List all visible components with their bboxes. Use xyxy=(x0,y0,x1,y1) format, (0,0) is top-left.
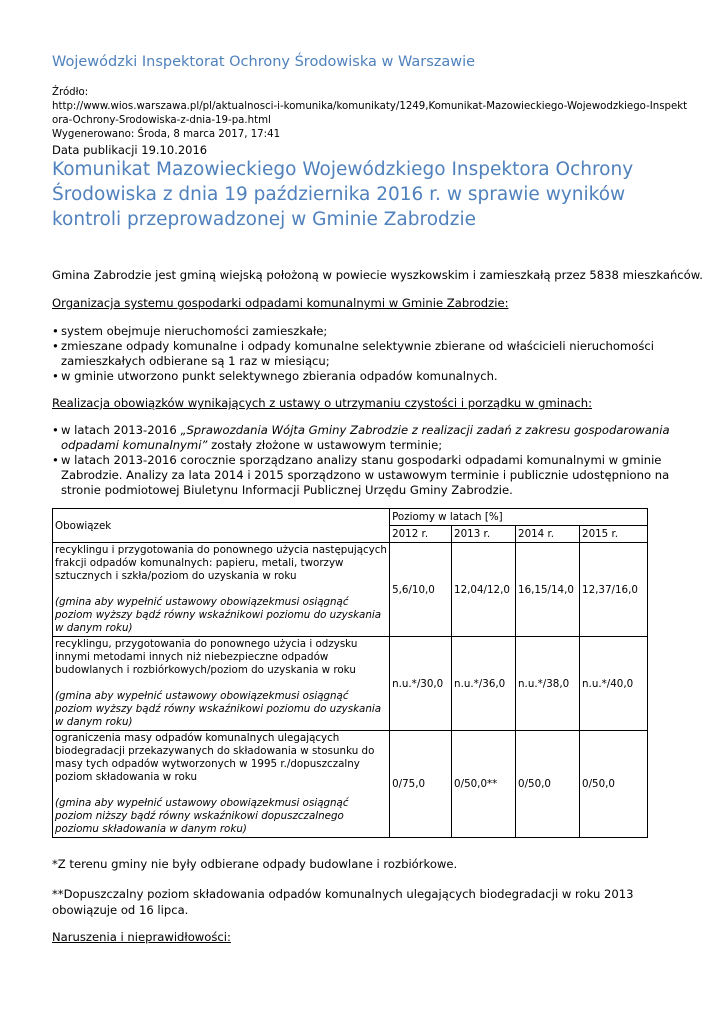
obligation-description: recyklingu i przygotowania do ponownego użycia następujących frakcji odpadów komunalnych: papieru, metali, tworzyw sztucznych i szkła/poziom do uzyskania w roku xyxy=(55,544,387,582)
list-item: • w latach 2013-2016 corocznie sporządzano analizy stanu gospodarki odpadami komunalnymi w gminie Zabrodzie. Analizy za lata 2014 i 2015 sporządzono w ustawowym terminie i publicznie udostępniono na stronie podmiotowej Biuletynu Informacji Publicznej Urzędu Gminy Zabrodzie. xyxy=(52,453,678,498)
column-header-obligation: Obowiązek xyxy=(53,509,390,543)
section-heading-organization: Organizacja systemu gospodarki odpadami komunalnymi w Gminie Zabrodzie: xyxy=(52,296,509,310)
value-cell: 12,04/12,0 xyxy=(452,543,516,637)
column-header-year: 2014 r. xyxy=(516,526,580,543)
value-cell: 5,6/10,0 xyxy=(390,543,452,637)
value-cell: 0/50,0 xyxy=(580,731,648,838)
column-header-levels: Poziomy w latach [%] xyxy=(390,509,648,526)
list-item-suffix: zostały złożone w ustawowym terminie; xyxy=(207,438,443,452)
obligations-list xyxy=(52,423,678,498)
intro-paragraph: Gmina Zabrodzie jest gminą wiejską położoną w powiecie wyszkowskim i zamieszkałą przez 5838 mieszkańców. xyxy=(52,268,703,282)
footnote-1: *Z terenu gminy nie były odbierane odpady budowlane i rozbiórkowe. xyxy=(52,857,458,871)
footnote-2: **Dopuszczalny poziom składowania odpadów komunalnych ulegających biodegradacji w roku 2013 obowiązuje od 16 lipca. xyxy=(52,887,634,917)
list-item-prefix: w latach 2013-2016 xyxy=(61,423,181,437)
organization-name: Wojewódzki Inspektorat Ochrony Środowiska w Warszawie xyxy=(52,54,476,70)
levels-table xyxy=(52,508,648,838)
generated-timestamp: Wygenerowano: Środa, 8 marca 2017, 17:41 xyxy=(52,129,281,140)
column-header-year: 2013 r. xyxy=(452,526,516,543)
obligation-cell xyxy=(53,731,390,838)
value-cell: n.u.*/38,0 xyxy=(516,637,580,731)
list-item-italic: „Sprawozdania Wójta Gminy Zabrodzie z realizacji zadań z zakresu gospodarowania odpadami komunalnymi” xyxy=(61,423,670,452)
obligation-note: (gmina aby wypełnić ustawowy obowiązekmusi osiągnąć poziom wyższy bądź równy wskaźnikowi poziomu do uzyskania w danym roku) xyxy=(55,690,382,728)
value-cell: n.u.*/30,0 xyxy=(390,637,452,731)
section-heading-obligations: Realizacja obowiązków wynikających z ustawy o utrzymaniu czystości i porządku w gminach: xyxy=(52,396,593,410)
source-metadata xyxy=(52,86,687,142)
table-row xyxy=(53,731,648,838)
obligation-note: (gmina aby wypełnić ustawowy obowiązekmusi osiągnąć poziom wyższy bądź równy wskaźnikowi poziomu do uzyskania w danym roku) xyxy=(55,596,382,634)
value-cell: n.u.*/40,0 xyxy=(580,637,648,731)
table-header-row xyxy=(53,509,648,526)
list-item: • system obejmuje nieruchomości zamieszkałe; xyxy=(52,324,678,339)
column-header-year: 2015 r. xyxy=(580,526,648,543)
source-url-line1[interactable]: http://www.wios.warszawa.pl/pl/aktualnosci-i-komunika/komunikaty/1249,Komunikat-Mazowieckiego-Wojewodzkiego-Inspekt xyxy=(52,101,688,112)
source-url-line2[interactable]: ora-Ochrony-Srodowiska-z-dnia-19-pa.html xyxy=(52,115,271,126)
value-cell: n.u.*/36,0 xyxy=(452,637,516,731)
value-cell: 0/50,0** xyxy=(452,731,516,838)
publication-date: Data publikacji 19.10.2016 xyxy=(52,143,208,157)
list-item: • zmieszane odpady komunalne i odpady komunalne selektywnie zbierane od właścicieli nieruchomości zamieszkałych odbierane są 1 raz w miesiącu; xyxy=(52,339,678,369)
obligation-description: ograniczenia masy odpadów komunalnych ulegających biodegradacji przekazywanych do składowania w stosunku do masy tych odpadów wytworzonych w 1995 r./dopuszczalny poziom składowania w roku xyxy=(55,732,375,783)
list-item xyxy=(52,423,678,453)
obligation-note: (gmina aby wypełnić ustawowy obowiązekmusi osiągnąć poziom niższy bądź równy wskaźnikowi dopuszczalnego poziomu składowania w danym roku) xyxy=(55,797,349,835)
table-row xyxy=(53,543,648,637)
list-item: • w gminie utworzono punkt selektywnego zbierania odpadów komunalnych. xyxy=(52,369,678,384)
obligation-description: recyklingu, przygotowania do ponownego użycia i odzysku innymi metodami innych niż niebezpieczne odpadów budowlanych i rozbiórkowych/poziom do uzyskania w roku xyxy=(55,638,358,676)
page-title: Komunikat Mazowieckiego Wojewódzkiego Inspektora Ochrony Środowiska z dnia 19 października 2016 r. w sprawie wyników kontroli przeprowadzonej w Gminie Zabrodzie xyxy=(52,159,634,230)
source-label: Źródło: xyxy=(52,87,89,98)
obligation-cell xyxy=(53,637,390,731)
organization-list xyxy=(52,324,678,384)
value-cell: 0/75,0 xyxy=(390,731,452,838)
table-row xyxy=(53,637,648,731)
value-cell: 0/50,0 xyxy=(516,731,580,838)
value-cell: 12,37/16,0 xyxy=(580,543,648,637)
value-cell: 16,15/14,0 xyxy=(516,543,580,637)
obligation-cell xyxy=(53,543,390,637)
column-header-year: 2012 r. xyxy=(390,526,452,543)
section-heading-violations: Naruszenia i nieprawidłowości: xyxy=(52,930,231,944)
